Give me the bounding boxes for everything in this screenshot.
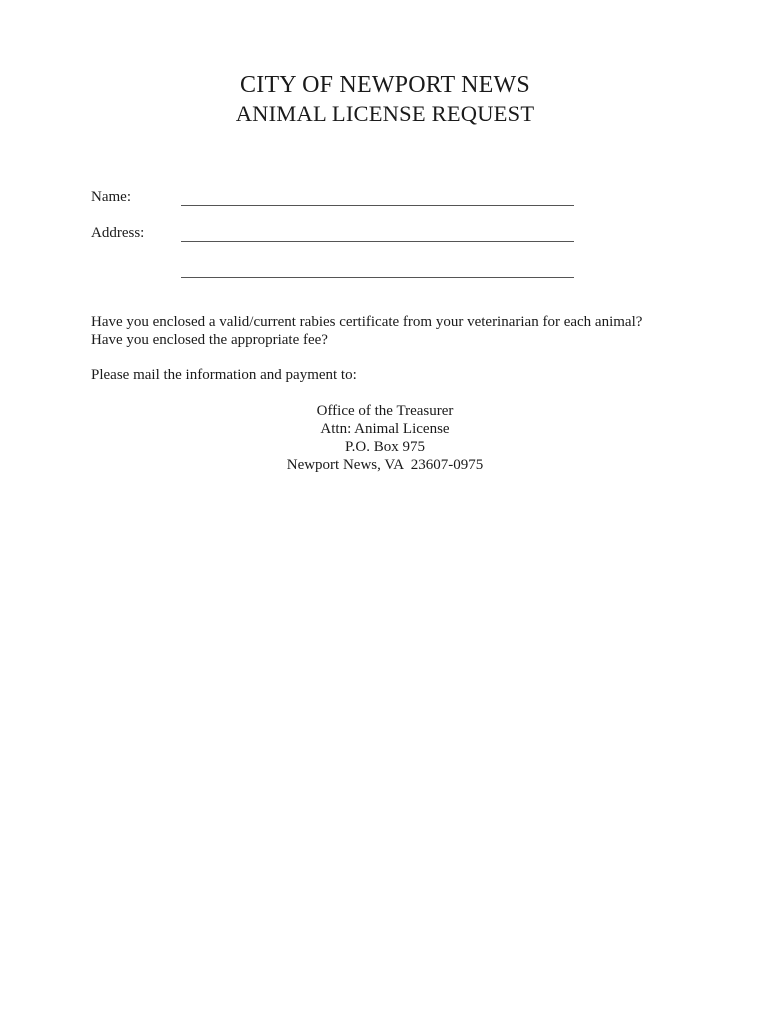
address-field-line-1[interactable]	[181, 221, 574, 241]
address-city-state-zip: Newport News, VA 23607-0975	[286, 457, 484, 473]
fee-question: Have you enclosed the appropriate fee?	[91, 332, 328, 348]
address-attn: Attn: Animal License	[320, 421, 450, 437]
address-underline-2	[181, 277, 574, 278]
name-field[interactable]	[181, 185, 574, 205]
address-po-box: P.O. Box 975	[344, 439, 426, 455]
name-label: Name:	[91, 189, 131, 205]
address-label: Address:	[91, 225, 145, 241]
address-office: Office of the Treasurer	[316, 403, 454, 419]
address-field-line-2[interactable]	[181, 257, 574, 277]
document-subtitle: ANIMAL LICENSE REQUEST	[235, 101, 535, 126]
rabies-certificate-question: Have you enclosed a valid/current rabies certificate from your veterinarian for each animal?	[91, 314, 643, 330]
mail-instruction: Please mail the information and payment to:	[91, 367, 357, 383]
name-underline	[181, 205, 574, 206]
document-title: CITY OF NEWPORT NEWS	[240, 72, 530, 98]
address-underline-1	[181, 241, 574, 242]
